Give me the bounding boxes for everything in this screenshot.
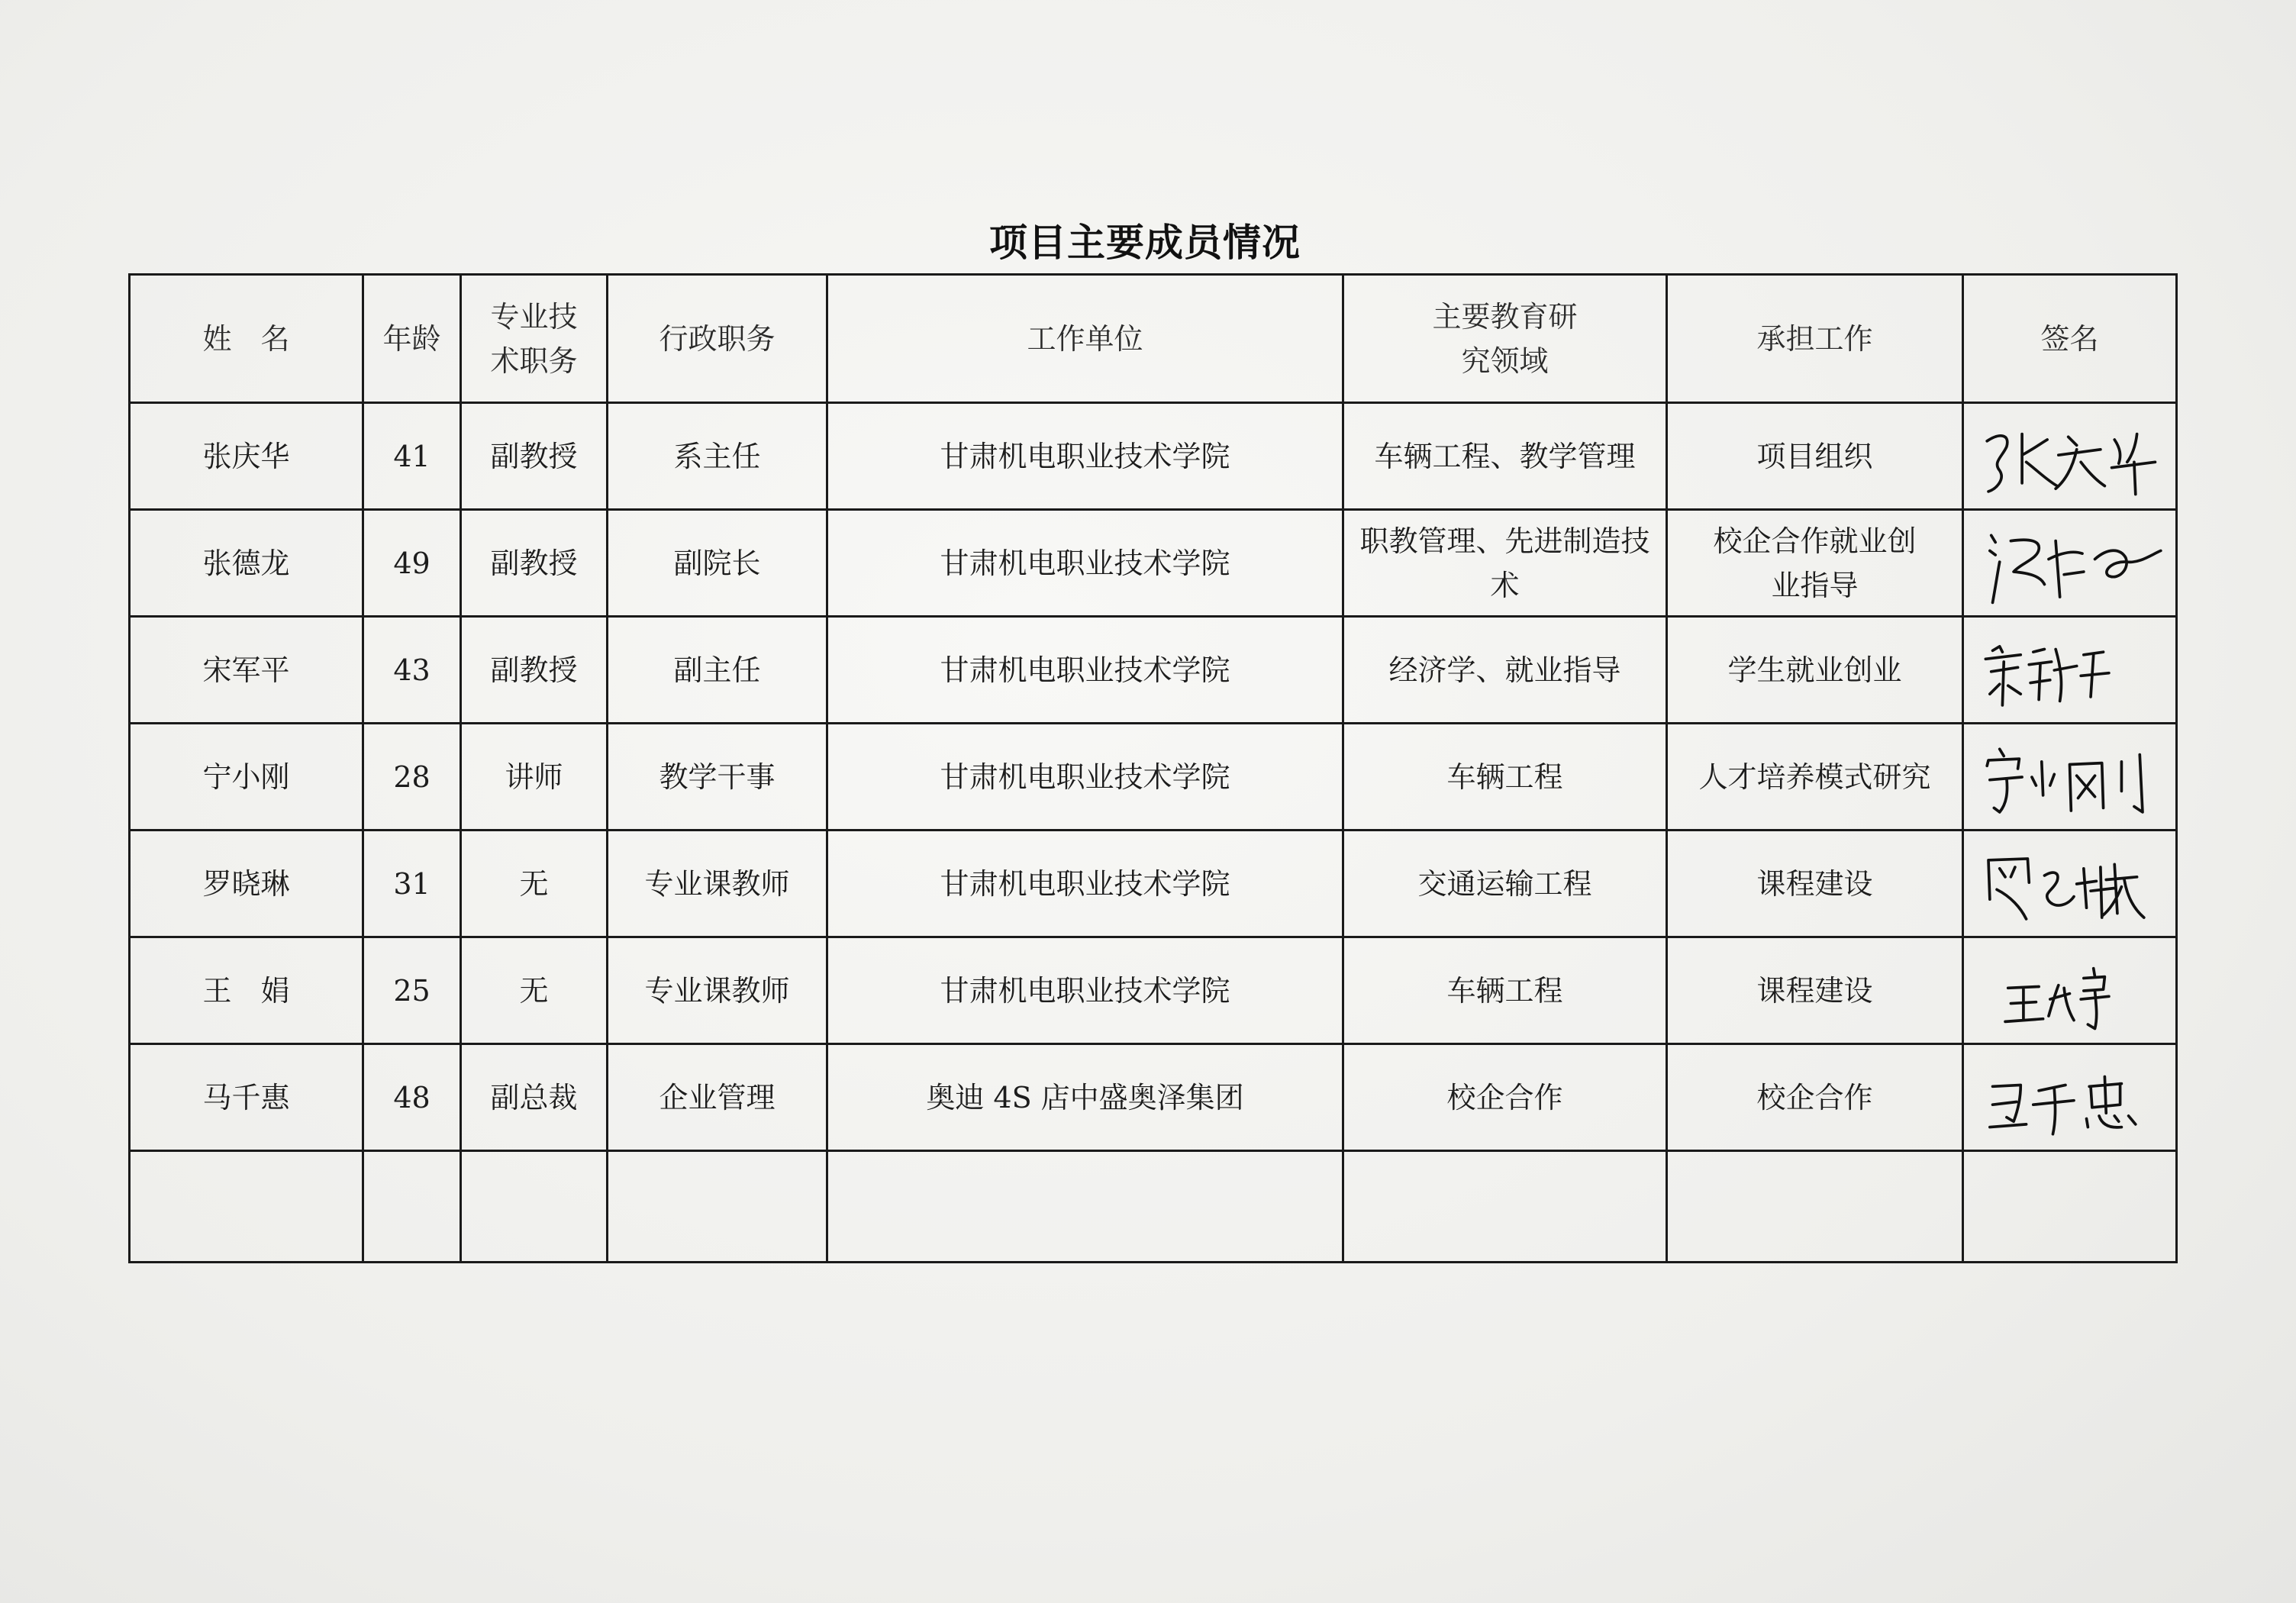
cell-admin: 副院长 — [608, 510, 827, 617]
cell-title: 副教授 — [461, 403, 608, 510]
cell-empty — [1963, 1151, 2177, 1263]
handwritten-signature — [1972, 623, 2168, 718]
table-row — [130, 617, 2177, 724]
cell-signature — [1963, 510, 2177, 617]
cell-empty — [461, 1151, 608, 1263]
cell-field: 职教管理、先进制造技术 — [1343, 510, 1667, 617]
cell-unit: 奥迪 4S 店中盛奥泽集团 — [827, 1044, 1343, 1151]
cell-task: 校企合作就业创业指导 — [1667, 510, 1963, 617]
cell-unit: 甘肃机电职业技术学院 — [827, 510, 1343, 617]
cell-unit: 甘肃机电职业技术学院 — [827, 831, 1343, 937]
table-row — [130, 937, 2177, 1044]
cell-empty — [1667, 1151, 1963, 1263]
cell-title: 讲师 — [461, 724, 608, 831]
cell-signature — [1963, 403, 2177, 510]
cell-empty — [608, 1151, 827, 1263]
cell-signature — [1963, 831, 2177, 937]
table-row-empty — [130, 1151, 2177, 1263]
handwritten-signature — [1972, 516, 2168, 611]
cell-title: 副教授 — [461, 617, 608, 724]
cell-task: 学生就业创业 — [1667, 617, 1963, 724]
cell-admin: 教学干事 — [608, 724, 827, 831]
header-field: 主要教育研究领域 — [1343, 275, 1667, 403]
cell-title: 无 — [461, 937, 608, 1044]
cell-unit: 甘肃机电职业技术学院 — [827, 617, 1343, 724]
cell-name: 马千惠 — [130, 1044, 363, 1151]
table-row — [130, 724, 2177, 831]
cell-age: 48 — [363, 1044, 461, 1151]
cell-name: 张庆华 — [130, 403, 363, 510]
cell-name: 宋军平 — [130, 617, 363, 724]
header-admin: 行政职务 — [608, 275, 827, 403]
header-task: 承担工作 — [1667, 275, 1963, 403]
cell-age: 43 — [363, 617, 461, 724]
header-name: 姓 名 — [130, 275, 363, 403]
cell-field: 校企合作 — [1343, 1044, 1667, 1151]
cell-admin: 系主任 — [608, 403, 827, 510]
cell-empty — [363, 1151, 461, 1263]
cell-title: 副教授 — [461, 510, 608, 617]
cell-name: 罗晓琳 — [130, 831, 363, 937]
cell-task: 校企合作 — [1667, 1044, 1963, 1151]
cell-signature — [1963, 1044, 2177, 1151]
cell-age: 25 — [363, 937, 461, 1044]
cell-unit: 甘肃机电职业技术学院 — [827, 403, 1343, 510]
cell-unit: 甘肃机电职业技术学院 — [827, 724, 1343, 831]
cell-admin: 专业课教师 — [608, 831, 827, 937]
handwritten-signature — [1972, 730, 2168, 824]
cell-field: 车辆工程、教学管理 — [1343, 403, 1667, 510]
handwritten-signature — [1972, 409, 2168, 504]
cell-task: 课程建设 — [1667, 831, 1963, 937]
cell-signature — [1963, 724, 2177, 831]
header-age: 年龄 — [363, 275, 461, 403]
members-table — [128, 273, 2178, 1263]
cell-title: 副总裁 — [461, 1044, 608, 1151]
cell-age: 41 — [363, 403, 461, 510]
handwritten-signature — [1972, 837, 2168, 931]
page-title: 项目主要成员情况 — [989, 221, 1301, 265]
cell-task: 人才培养模式研究 — [1667, 724, 1963, 831]
cell-age: 28 — [363, 724, 461, 831]
cell-name: 王 娟 — [130, 937, 363, 1044]
cell-age: 31 — [363, 831, 461, 937]
cell-name: 宁小刚 — [130, 724, 363, 831]
handwritten-signature — [1972, 1050, 2168, 1145]
cell-task: 课程建设 — [1667, 937, 1963, 1044]
cell-admin: 专业课教师 — [608, 937, 827, 1044]
cell-unit: 甘肃机电职业技术学院 — [827, 937, 1343, 1044]
table-header-row — [130, 275, 2177, 403]
cell-age: 49 — [363, 510, 461, 617]
table-row — [130, 403, 2177, 510]
cell-admin: 副主任 — [608, 617, 827, 724]
header-unit: 工作单位 — [827, 275, 1343, 403]
cell-empty — [1343, 1151, 1667, 1263]
cell-signature — [1963, 937, 2177, 1044]
cell-name: 张德龙 — [130, 510, 363, 617]
cell-title: 无 — [461, 831, 608, 937]
table-row — [130, 831, 2177, 937]
cell-field: 车辆工程 — [1343, 937, 1667, 1044]
cell-field: 交通运输工程 — [1343, 831, 1667, 937]
cell-field: 经济学、就业指导 — [1343, 617, 1667, 724]
table-row — [130, 1044, 2177, 1151]
header-sign: 签名 — [1963, 275, 2177, 403]
cell-signature — [1963, 617, 2177, 724]
handwritten-signature — [1972, 943, 2168, 1038]
cell-field: 车辆工程 — [1343, 724, 1667, 831]
cell-admin: 企业管理 — [608, 1044, 827, 1151]
cell-task: 项目组织 — [1667, 403, 1963, 510]
cell-empty — [827, 1151, 1343, 1263]
cell-empty — [130, 1151, 363, 1263]
header-title: 专业技术职务 — [461, 275, 608, 403]
table-row — [130, 510, 2177, 617]
